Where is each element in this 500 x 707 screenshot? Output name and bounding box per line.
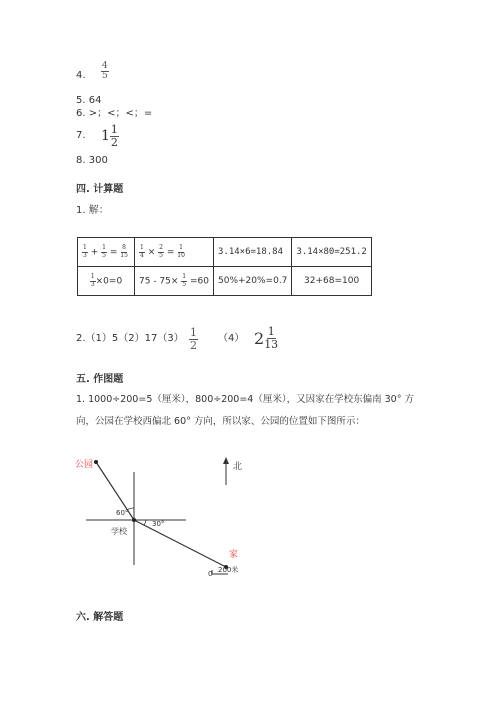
- table-cell: $\frac{1}{4}$ × $\frac{2}{5}$ = $\frac{1}{10}$: [135, 238, 214, 267]
- answer-7-mixed-number: 1 $\frac{1}{2}$: [101, 123, 118, 149]
- scale-zero-label: 0: [208, 570, 213, 578]
- home-line: [134, 520, 226, 567]
- table-cell: 50%+20%=0.7: [214, 267, 292, 296]
- section-6-title: 六. 解答题: [76, 612, 124, 623]
- answer-7-label: 7.: [76, 130, 86, 141]
- north-arrow-icon: [223, 457, 229, 464]
- answer-4-label: 4.: [76, 70, 86, 81]
- answer-5: 5. 64: [76, 95, 102, 106]
- answer-6: 6. >；<；<；=: [76, 108, 153, 119]
- table-cell: $\frac{1}{3}$ ×0=0: [78, 267, 135, 296]
- table-cell: 3.14×6=18.84: [214, 238, 292, 267]
- table-cell: 75 - 75× $\frac{1}{5}$ =60: [135, 267, 214, 296]
- school-point: [132, 518, 136, 522]
- question-2-fraction: $\frac{1}{2}$: [190, 326, 197, 352]
- angle-30-label: 30°: [152, 520, 165, 528]
- answer-8: 8. 300: [76, 155, 108, 166]
- park-label: 公园: [75, 460, 94, 470]
- section-5-line-1: 1. 1000÷200=5（厘米），800÷200=4（厘米），又因家在学校东偏南 30° 方: [76, 394, 414, 405]
- angle-arc-30: [144, 520, 146, 525]
- north-label: 北: [233, 462, 243, 472]
- scale-200-label: 200米: [218, 566, 239, 574]
- answer-4-fraction: $\frac{4}{5}$: [102, 61, 108, 82]
- question-2-part-4: （4）: [218, 333, 245, 344]
- angle-60-label: 60°: [116, 509, 129, 517]
- question-2-text: 2.（1）5（2）17（3）: [76, 333, 184, 344]
- section-4-title: 四. 计算题: [76, 184, 124, 195]
- table-cell: $\frac{1}{3}$ + $\frac{1}{5}$ = $\frac{8}{15}$: [78, 238, 135, 267]
- table-cell: 3.14×80=251.2: [292, 238, 371, 267]
- home-label: 家: [229, 550, 239, 560]
- table-cell: 32+68=100: [292, 267, 371, 296]
- question-1-label: 1. 解：: [76, 205, 109, 216]
- section-5-title: 五. 作图题: [76, 374, 124, 385]
- section-5-line-2: 向，公园在学校西偏北 60° 方向，所以家、公园的位置如下图所示：: [76, 416, 365, 427]
- school-label: 学校: [111, 527, 127, 536]
- park-point: [94, 460, 98, 464]
- question-2-mixed-number: 2 $\frac{1}{13}$: [254, 325, 279, 351]
